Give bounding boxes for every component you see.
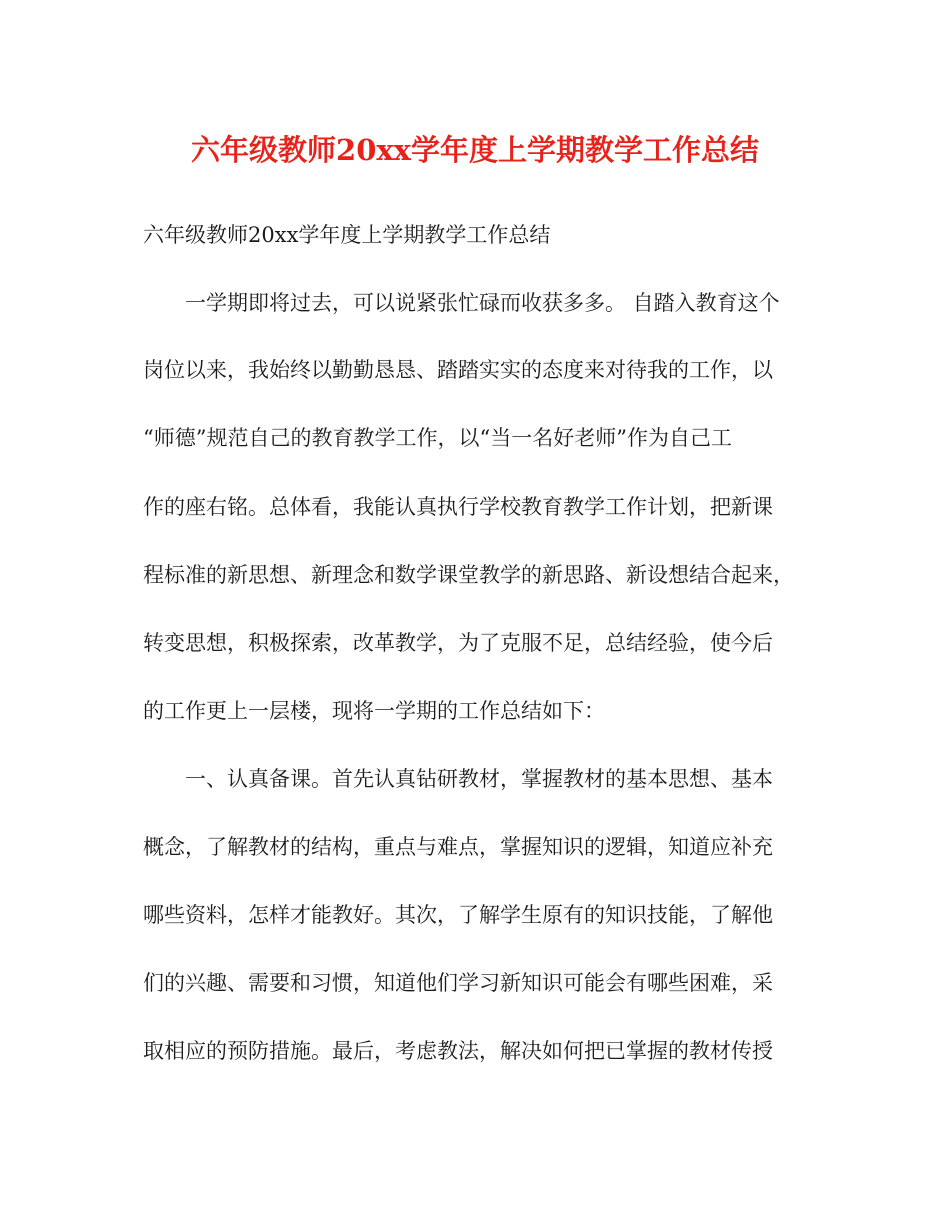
paragraph-line: 岗位以来，我始终以勤勤恳恳、踏踏实实的态度来对待我的工作，以 (143, 358, 773, 382)
document-subtitle: 六年级教师20xx学年度上学期教学工作总结 (143, 223, 551, 247)
paragraph-line: 转变思想，积极探索，改革教学，为了克服不足，总结经验，使今后 (143, 631, 773, 655)
paragraph-line: 一、认真备课。首先认真钻研教材，掌握教材的基本思想、基本 (185, 767, 773, 791)
paragraph-line: 一学期即将过去，可以说紧张忙碌而收获多多。 自踏入教育这个 (185, 291, 780, 315)
document-title: 六年级教师20xx学年度上学期教学工作总结 (191, 133, 759, 167)
paragraph-line: 作的座右铭。总体看，我能认真执行学校教育教学工作计划，把新课 (143, 495, 773, 519)
paragraph-line: 概念，了解教材的结构，重点与难点，掌握知识的逻辑，知道应补充 (143, 835, 773, 859)
paragraph-line: 们的兴趣、需要和习惯，知道他们学习新知识可能会有哪些困难，采 (143, 971, 773, 995)
paragraph-line: 的工作更上一层楼，现将一学期的工作总结如下： (143, 699, 605, 723)
paragraph-line: 取相应的预防措施。最后，考虑教法，解决如何把已掌握的教材传授 (143, 1039, 773, 1063)
paragraph-line: 程标准的新思想、新理念和数学课堂教学的新思路、新设想结合起来， (143, 563, 794, 587)
paragraph-line: “师德”规范自己的教育教学工作，以“当一名好老师”作为自己工 (143, 426, 732, 450)
paragraph-line: 哪些资料，怎样才能教好。其次，了解学生原有的知识技能，了解他 (143, 903, 773, 927)
